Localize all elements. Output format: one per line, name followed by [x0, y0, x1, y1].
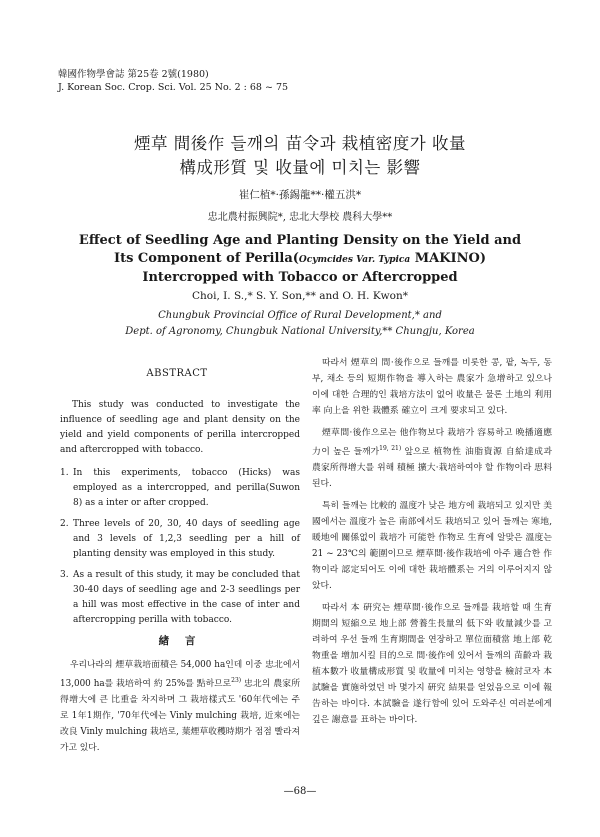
- body-paragraph-4: 따라서 本 硏究는 煙草間·後作으로 들깨를 栽培할 때 生育期間의 短縮으로 地上部 營養生長量의 低下와 收量減少를 고려하여 우선 들깨 生育期間을 연장하고 單位面積當 地上部 乾物重을 增加시킬 目的으로 間·後作에 있어서 들깨의 苗齡과 栽植本數가 收量構成形質 및 收量에 미치는 영향을 檢討코자 本 試驗을 實施하였던 바 몇가지 硏究 結果를 얻었음으로 이에 報告하는 바이다. 本試驗을 遂行함에 있어 도와주신 여러분에게 깊은 謝意를 표하는 바이다.: [312, 602, 552, 725]
- authors-english: Choi, I. S.,* S. Y. Son,** and O. H. Kwon*: [191, 290, 408, 302]
- abstract-item: 2. Three levels of 20, 30, 40 days of seedling age and 3 levels of 1,2,3 seedling per a hill of planting density was employed in this study.: [60, 519, 300, 559]
- abstract-body: [60, 398, 300, 634]
- abstract-heading: ABSTRACT: [146, 368, 208, 379]
- page-number: —68—: [283, 786, 317, 797]
- title-english-line2-b: MAKINO): [410, 251, 486, 266]
- right-column-text: [312, 355, 552, 734]
- journal-name-ko: 韓國作物學會誌 第25卷 2號(1980): [58, 69, 209, 80]
- affiliation-english-line1: Chungbuk Provincial Office of Rural Development,* and: [158, 310, 442, 321]
- journal-citation-en: J. Korean Soc. Crop. Sci. Vol. 25 No. 2 : 68 ~ 75: [58, 82, 289, 93]
- title-korean-line1: 煙草 間後作 들깨의 苗令과 栽植密度가 收量: [134, 134, 466, 153]
- abstract-intro: This study was conducted to investigate the influence of seedling age and plant density on the yield and yield components of perilla intercropped and aftercropped with tobacco.: [60, 400, 300, 455]
- abstract-findings: [60, 466, 300, 628]
- title-korean: [0, 132, 600, 180]
- journal-header: [58, 68, 288, 94]
- authors-korean: 崔仁植*·孫錫龍**·權五洪*: [238, 189, 362, 201]
- title-english-line2: [0, 250, 600, 269]
- body-paragraph-2: 煙草間·後作으로는 他作物보다 栽培가 容易하고 晩播適應力이 높은 들깨가$^{19, 21)}$ 앞으로 植物性 油脂資源 自給達成과 農家所得增大를 위해 積極 擴大·栽培하여야 할 作物이라 思料된다.: [312, 428, 552, 489]
- affiliation-korean: 忠北農村振興院*, 忠北大學校 農科大學**: [207, 212, 393, 223]
- body-paragraph-1: 따라서 煙草의 間·後作으로 들깨를 비롯한 콩, 팥, 녹두, 동부, 채소 등의 短期作物을 導入하는 農家가 急增하고 있으나 이에 대한 合理的인 栽培方法이 없어 收量은 물론 土地의 利用率 向上을 위한 栽體系 確立이 크게 要求되고 있다.: [312, 358, 552, 416]
- introduction-heading: 緖 言: [158, 635, 202, 647]
- title-english-line1: Effect of Seedling Age and Planting Density on the Yield and: [78, 233, 522, 248]
- abstract-item: 3. As a result of this study, it may be concluded that 30-40 days of seedling age and 2-3 seedlings per a hill was most effective in the case of inter and aftercropping perilla with tobacco.: [60, 570, 300, 625]
- affiliation-english: [0, 308, 600, 340]
- title-korean-line2: 構成形質 및 收量에 미치는 影響: [179, 158, 421, 177]
- title-english-line2-a: Its Component of Perilla(: [114, 251, 299, 266]
- abstract-item: 1. In this experiments, tobacco (Hicks) was employed as a intercropped, and perilla(Suwon 8) as a inter or after cropped.: [60, 468, 300, 508]
- affiliation-english-line2: Dept. of Agronomy, Chungbuk National University,** Chungju, Korea: [125, 326, 475, 337]
- title-english-line3: Intercropped with Tobacco or Aftercropped: [142, 270, 458, 285]
- species-name: Ocymcides Var. Typica: [298, 255, 411, 265]
- title-english: [0, 232, 600, 287]
- body-paragraph-3: 특히 들깨는 比較的 溫度가 낮은 地方에 栽培되고 있지만 美國에서는 溫度가 높은 南部에서도 栽培되고 있어 들깨는 寒地, 暖地에 關係없이 栽培가 可能한 作物로 生育에 알맞은 溫度는 21 ~ 23℃의 範圍이므로 煙草間·後作栽培에 아주 適合한 作物이라 認定되어도 이에 대한 栽培體系는 거의 이루어지지 않았다.: [312, 500, 552, 591]
- introduction-paragraph: 우리나라의 煙草栽培面積은 54,000 ha인데 이중 忠北에서 13,000 ha를 栽培하여 約 25%를 點하므로$^{23)}$ 忠北의 農家所得增大에 큰 比重을 차지하며 그 栽培樣式도 '60年代에는 주로 1年1期作, '70年代에는 Vinly mulching 栽培, 近來에는 改良 Vinly mulching 栽培로, 葉煙草收穫時期가 점점 빨라져 가고 있다.: [60, 660, 300, 753]
